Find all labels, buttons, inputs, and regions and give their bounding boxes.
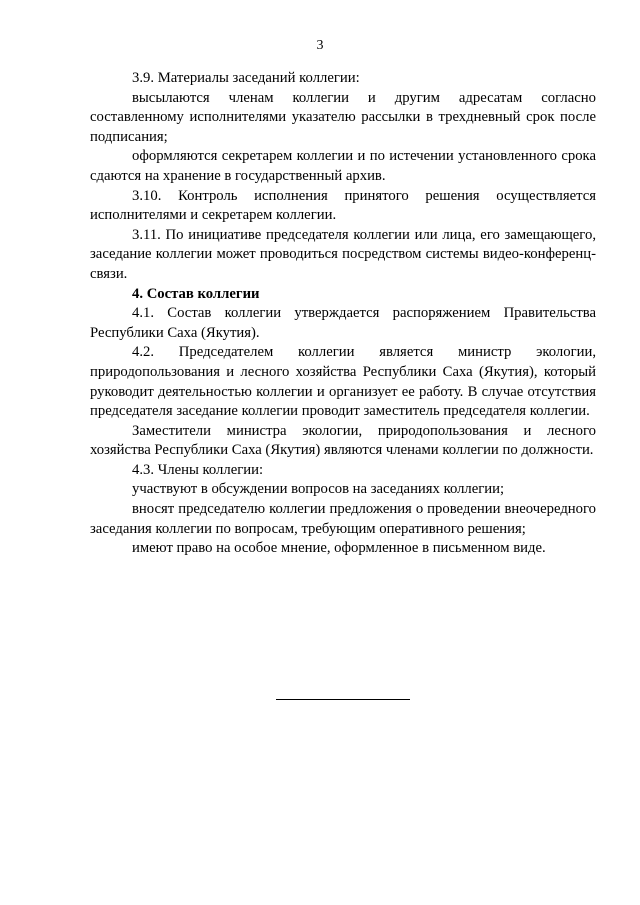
paragraph-3-9: 3.9. Материалы заседаний коллегии:	[132, 70, 360, 86]
paragraph-3-9-item-2: оформляются секретарем коллегии и по истечении установленного срока сдаются на хранение в государственный архив.	[90, 148, 596, 184]
section-heading: 4. Состав коллегии	[132, 285, 260, 302]
paragraph-4-3-item-2: вносят председателю коллегии предложения о проведении внеочередного заседания коллегии по вопросам, требующим оперативного решения;	[90, 501, 596, 537]
paragraph-3-10: 3.10. Контроль исполнения принятого решения осуществляется исполнителями и секретарем коллегии.	[90, 187, 596, 224]
paragraph-3-11: 3.11. По инициативе председателя коллегии или лица, его замещающего, заседание коллегии может проводиться посредством системы видео-конференц-связи.	[90, 226, 596, 282]
paragraph-4-3-item-3: имеют право на особое мнение, оформленное в письменном виде.	[132, 540, 546, 557]
page-number: 3	[316, 38, 324, 53]
paragraph-3-9-item-1: высылаются членам коллегии и другим адресатам согласно составленному исполнителями указателю рассылки в трехдневный срок после подписания;	[90, 89, 596, 145]
paragraph-4-3-item-1: участвуют в обсуждении вопросов на заседаниях коллегии;	[132, 481, 505, 498]
paragraph-4-1: 4.1. Состав коллегии утверждается распоряжением Правительства Республики Саха (Якутия).	[90, 305, 596, 341]
paragraph-4-3: 4.3. Члены коллегии:	[132, 461, 264, 478]
paragraph-4-2-deputies: Заместители министра экологии, природопользования и лесного хозяйства Республики Саха (Якутия) являются членами коллегии по должности.	[90, 422, 596, 459]
document-body	[90, 69, 596, 559]
paragraph-4-2: 4.2. Председателем коллегии является министр экологии, природопользования и лесного хозяйства Республики Саха (Якутия), который руководит деятельностью коллегии и организует ее работу. В случае отсутствия председателя заседание коллегии проводит заместитель председателя коллегии.	[90, 344, 596, 420]
closing-rule	[276, 699, 410, 700]
